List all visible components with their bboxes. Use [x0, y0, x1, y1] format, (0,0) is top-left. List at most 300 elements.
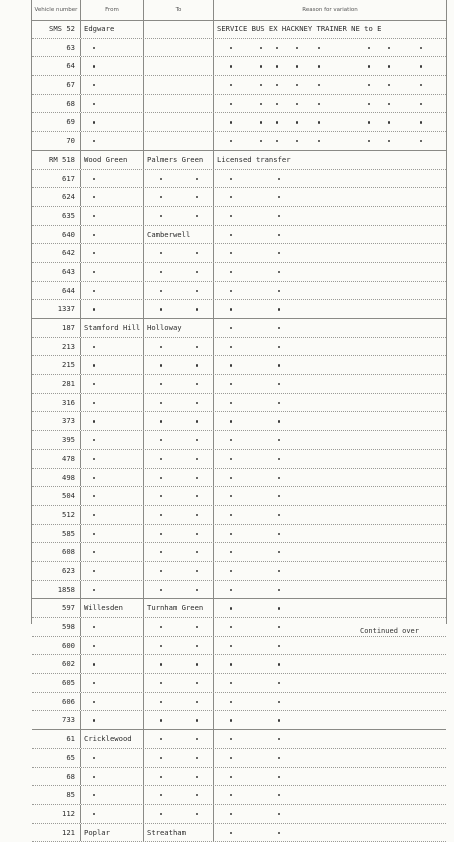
from-cell: [81, 282, 144, 300]
reason-cell: [214, 95, 446, 113]
to-cell: [144, 132, 214, 150]
ditto-marks: [144, 655, 213, 673]
ditto-mark: [230, 682, 232, 684]
ditto-mark: [230, 420, 232, 422]
reason-cell: [214, 188, 446, 206]
ditto-mark: [278, 271, 280, 273]
ditto-mark: [160, 290, 162, 292]
reason-cell: [214, 282, 446, 300]
ditto-mark: [296, 65, 298, 67]
ditto-mark: [368, 140, 370, 142]
from-cell: [81, 487, 144, 505]
ditto-mark: [93, 626, 95, 628]
ditto-mark: [93, 589, 95, 591]
to-cell: [144, 749, 214, 767]
ditto-marks: [81, 469, 143, 487]
ditto-mark: [296, 103, 298, 105]
ditto-mark: [160, 420, 162, 422]
ditto-mark: [278, 832, 280, 834]
from-cell: [81, 786, 144, 804]
ditto-marks: [144, 730, 213, 748]
vehicle-number-cell: 644: [32, 282, 81, 300]
ditto-mark: [278, 514, 280, 516]
ditto-marks: [214, 730, 446, 748]
ditto-marks: [144, 338, 213, 356]
vehicle-number-cell: 512: [32, 506, 81, 524]
ditto-mark: [230, 645, 232, 647]
ditto-mark: [196, 458, 198, 460]
vehicle-number-cell: 598: [32, 618, 81, 636]
to-cell: [144, 581, 214, 599]
ditto-marks: [144, 188, 213, 206]
table-row: [32, 39, 446, 58]
ditto-mark: [93, 682, 95, 684]
ditto-mark: [160, 757, 162, 759]
ditto-mark: [230, 589, 232, 591]
to-cell: [144, 356, 214, 374]
ditto-mark: [93, 402, 95, 404]
ditto-mark: [318, 84, 320, 86]
ditto-mark: [196, 663, 198, 665]
ditto-marks: [81, 693, 143, 711]
ditto-mark: [278, 533, 280, 535]
from-cell: [81, 57, 144, 75]
continued-note: Continued over: [359, 627, 419, 635]
reason-cell: SERVICE BUS EX HACKNEY TRAINER NE to E: [217, 24, 382, 33]
ditto-marks: [81, 543, 143, 561]
table-row: [32, 76, 446, 95]
from-cell: [81, 506, 144, 524]
ditto-mark: [93, 776, 95, 778]
ditto-mark: [420, 47, 422, 49]
ditto-mark: [196, 757, 198, 759]
to-cell: [144, 394, 214, 412]
reason-cell: [214, 170, 446, 188]
ditto-marks: [214, 319, 446, 337]
vehicle-number-cell: 68: [32, 768, 81, 786]
ditto-marks: [214, 226, 446, 244]
ditto-mark: [160, 364, 162, 366]
ditto-mark: [160, 663, 162, 665]
ditto-mark: [260, 103, 262, 105]
ditto-marks: [81, 57, 143, 75]
ditto-mark: [93, 439, 95, 441]
ditto-mark: [93, 346, 95, 348]
to-cell: Turnham Green: [144, 599, 214, 617]
vehicle-number-cell: 606: [32, 693, 81, 711]
ditto-marks: [214, 805, 446, 823]
ditto-marks: [81, 618, 143, 636]
ditto-mark: [196, 346, 198, 348]
ditto-mark: [278, 383, 280, 385]
vehicle-number-cell: 624: [32, 188, 81, 206]
from-cell: [81, 263, 144, 281]
reason-cell: [214, 637, 446, 655]
table-row: [32, 450, 446, 469]
ditto-mark: [93, 121, 95, 123]
ditto-marks: [81, 506, 143, 524]
to-cell: [144, 244, 214, 262]
vehicle-number-cell: 67: [32, 76, 81, 94]
table-row: [32, 57, 446, 76]
from-cell: [81, 450, 144, 468]
ditto-mark: [160, 589, 162, 591]
table-row: [32, 226, 446, 245]
from-cell: [81, 95, 144, 113]
ditto-marks: [81, 170, 143, 188]
ditto-marks: [214, 824, 446, 842]
ditto-mark: [388, 121, 390, 123]
ditto-mark: [388, 103, 390, 105]
ditto-marks: [214, 356, 446, 374]
ditto-marks: [81, 39, 143, 57]
to-cell: [144, 263, 214, 281]
reason-cell: [214, 226, 446, 244]
ditto-mark: [160, 701, 162, 703]
ditto-mark: [93, 308, 95, 310]
ditto-mark: [160, 477, 162, 479]
from-cell: [81, 469, 144, 487]
reason-cell: [214, 543, 446, 561]
from-cell: [81, 207, 144, 225]
from-cell: [81, 132, 144, 150]
vehicle-number-cell: 635: [32, 207, 81, 225]
ditto-mark: [278, 719, 280, 721]
from-cell: [81, 655, 144, 673]
table-row: [32, 338, 446, 357]
vehicle-number-cell: 316: [32, 394, 81, 412]
ditto-marks: [144, 749, 213, 767]
from-cell: [81, 805, 144, 823]
ditto-mark: [368, 47, 370, 49]
vehicle-number-cell: 602: [32, 655, 81, 673]
ditto-mark: [278, 402, 280, 404]
ditto-marks: [81, 749, 143, 767]
ditto-mark: [230, 551, 232, 553]
ditto-mark: [276, 121, 278, 123]
ditto-mark: [278, 794, 280, 796]
to-cell: [144, 113, 214, 131]
ditto-marks: [144, 170, 213, 188]
ditto-mark: [160, 495, 162, 497]
table-row: [32, 319, 446, 338]
ditto-marks: [81, 132, 143, 150]
table-row: [32, 356, 446, 375]
ditto-mark: [230, 738, 232, 740]
vehicle-number-cell: 605: [32, 674, 81, 692]
ditto-mark: [296, 140, 298, 142]
vehicle-number-cell: 69: [32, 113, 81, 131]
ditto-mark: [160, 776, 162, 778]
ditto-marks: [144, 450, 213, 468]
ditto-mark: [93, 234, 95, 236]
table-row: [32, 506, 446, 525]
ditto-mark: [160, 402, 162, 404]
ditto-mark: [160, 794, 162, 796]
ditto-marks: [144, 674, 213, 692]
ditto-marks: [214, 525, 446, 543]
vehicle-number-cell: 498: [32, 469, 81, 487]
ditto-marks: [81, 394, 143, 412]
ditto-mark: [93, 215, 95, 217]
reason-cell: [214, 244, 446, 262]
ditto-marks: [144, 431, 213, 449]
vehicle-number-cell: 61: [32, 730, 81, 748]
to-cell: Holloway: [144, 319, 214, 337]
header-to: To: [144, 0, 214, 20]
ditto-mark: [160, 215, 162, 217]
table-row: [32, 786, 446, 805]
ditto-marks: [144, 375, 213, 393]
reason-cell: [214, 57, 446, 75]
ditto-mark: [388, 47, 390, 49]
ditto-mark: [278, 477, 280, 479]
ditto-mark: [196, 178, 198, 180]
ditto-mark: [93, 719, 95, 721]
ditto-mark: [230, 252, 232, 254]
ditto-mark: [160, 346, 162, 348]
to-cell: [144, 95, 214, 113]
table-row: [32, 394, 446, 413]
from-cell: [81, 170, 144, 188]
ditto-marks: [81, 768, 143, 786]
ditto-marks: [214, 711, 446, 729]
reason-cell: [214, 412, 446, 430]
ditto-mark: [230, 65, 232, 67]
ditto-mark: [93, 477, 95, 479]
ditto-mark: [278, 234, 280, 236]
ditto-mark: [93, 570, 95, 572]
ditto-mark: [93, 794, 95, 796]
from-cell: [81, 394, 144, 412]
reason-cell: [214, 711, 446, 729]
from-cell: [81, 76, 144, 94]
ditto-marks: [144, 618, 213, 636]
ditto-marks: [144, 693, 213, 711]
ditto-marks: [214, 637, 446, 655]
ditto-mark: [230, 121, 232, 123]
ditto-mark: [160, 551, 162, 553]
ditto-mark: [93, 103, 95, 105]
ditto-mark: [230, 495, 232, 497]
ditto-mark: [278, 607, 280, 609]
ditto-mark: [196, 682, 198, 684]
ditto-marks: [144, 637, 213, 655]
table-header: [32, 0, 446, 21]
ditto-mark: [230, 794, 232, 796]
ditto-marks: [144, 711, 213, 729]
ditto-mark: [230, 47, 232, 49]
table-row: [32, 375, 446, 394]
ditto-mark: [278, 215, 280, 217]
table-row: [32, 170, 446, 189]
ditto-mark: [278, 327, 280, 329]
ditto-mark: [278, 682, 280, 684]
vehicle-number-cell: 1337: [32, 300, 81, 318]
ditto-marks: [81, 655, 143, 673]
ditto-mark: [160, 252, 162, 254]
reason-cell: [214, 450, 446, 468]
ditto-marks: [214, 786, 446, 804]
ditto-mark: [230, 215, 232, 217]
to-cell: [144, 412, 214, 430]
to-cell: [144, 170, 214, 188]
ditto-mark: [230, 533, 232, 535]
vehicle-number-cell: RM 518: [32, 151, 81, 169]
ditto-mark: [278, 701, 280, 703]
from-cell: [81, 356, 144, 374]
ditto-mark: [278, 458, 280, 460]
table-row: [32, 207, 446, 226]
ditto-mark: [296, 47, 298, 49]
ditto-mark: [196, 290, 198, 292]
vehicle-number-cell: 187: [32, 319, 81, 337]
ditto-mark: [278, 626, 280, 628]
ditto-marks: [214, 599, 446, 617]
to-cell: [144, 506, 214, 524]
reason-cell: [214, 338, 446, 356]
ditto-mark: [160, 514, 162, 516]
to-cell: [144, 805, 214, 823]
ditto-marks: [144, 506, 213, 524]
ditto-marks: [144, 786, 213, 804]
ditto-marks: [214, 487, 446, 505]
ditto-mark: [160, 813, 162, 815]
to-cell: [144, 562, 214, 580]
ditto-mark: [196, 794, 198, 796]
ditto-marks: [144, 394, 213, 412]
from-cell: [81, 637, 144, 655]
ditto-mark: [196, 383, 198, 385]
ditto-mark: [230, 308, 232, 310]
ditto-mark: [230, 290, 232, 292]
ditto-marks: [214, 170, 446, 188]
ditto-mark: [196, 551, 198, 553]
ditto-mark: [230, 364, 232, 366]
table-row: [32, 151, 446, 170]
from-cell: [81, 113, 144, 131]
ditto-mark: [230, 514, 232, 516]
ditto-mark: [196, 813, 198, 815]
from-cell: [81, 581, 144, 599]
ditto-marks: [81, 207, 143, 225]
from-cell: [81, 543, 144, 561]
ditto-mark: [93, 757, 95, 759]
from-cell: [81, 300, 144, 318]
ditto-marks: [81, 76, 143, 94]
ditto-mark: [278, 178, 280, 180]
ditto-mark: [93, 533, 95, 535]
table-row: [32, 113, 446, 132]
ditto-mark: [230, 383, 232, 385]
ditto-mark: [93, 551, 95, 553]
ditto-mark: [230, 757, 232, 759]
vehicle-number-cell: 373: [32, 412, 81, 430]
table-row: [32, 562, 446, 581]
table-row: [32, 20, 446, 39]
ditto-marks: [214, 431, 446, 449]
ditto-marks: [144, 263, 213, 281]
ditto-mark: [196, 402, 198, 404]
ditto-mark: [196, 252, 198, 254]
ditto-marks: [214, 506, 446, 524]
ditto-mark: [196, 701, 198, 703]
reason-cell: [214, 768, 446, 786]
from-cell: Poplar: [81, 824, 144, 842]
from-cell: [81, 375, 144, 393]
ditto-mark: [388, 84, 390, 86]
from-cell: Edgware: [81, 20, 144, 38]
ditto-mark: [196, 776, 198, 778]
vehicle-number-cell: 617: [32, 170, 81, 188]
reason-cell: [214, 356, 446, 374]
ditto-mark: [388, 65, 390, 67]
reason-cell: [214, 581, 446, 599]
ditto-mark: [93, 663, 95, 665]
table-row: [32, 599, 446, 618]
to-cell: [144, 76, 214, 94]
ditto-marks: [81, 786, 143, 804]
ditto-mark: [230, 346, 232, 348]
table-row: [32, 525, 446, 544]
ditto-marks: [81, 282, 143, 300]
from-cell: [81, 39, 144, 57]
ditto-mark: [196, 477, 198, 479]
ditto-mark: [196, 439, 198, 441]
ditto-mark: [278, 290, 280, 292]
ditto-marks: [144, 244, 213, 262]
ditto-marks: [81, 356, 143, 374]
table-row: [32, 431, 446, 450]
ditto-marks: [214, 132, 446, 150]
from-cell: [81, 244, 144, 262]
ditto-mark: [230, 477, 232, 479]
table-row: [32, 768, 446, 787]
ditto-mark: [196, 645, 198, 647]
ditto-mark: [230, 327, 232, 329]
from-cell: [81, 338, 144, 356]
ditto-marks: [214, 95, 446, 113]
ditto-mark: [368, 103, 370, 105]
ditto-mark: [230, 103, 232, 105]
to-cell: [144, 768, 214, 786]
table-row: [32, 581, 446, 600]
to-cell: [144, 20, 214, 38]
ditto-mark: [260, 84, 262, 86]
ditto-mark: [93, 495, 95, 497]
table-row: [32, 711, 446, 730]
ditto-mark: [93, 84, 95, 86]
ditto-mark: [260, 121, 262, 123]
to-cell: Camberwell: [144, 226, 214, 244]
ditto-marks: [214, 338, 446, 356]
from-cell: Willesden: [81, 599, 144, 617]
ditto-mark: [276, 103, 278, 105]
ditto-marks: [81, 525, 143, 543]
vehicle-number-cell: SMS 52: [32, 20, 81, 38]
ditto-mark: [278, 663, 280, 665]
from-cell: [81, 674, 144, 692]
reason-cell: [214, 749, 446, 767]
ditto-marks: [81, 188, 143, 206]
ditto-mark: [160, 178, 162, 180]
ditto-marks: [144, 487, 213, 505]
ditto-marks: [144, 543, 213, 561]
ditto-marks: [81, 226, 143, 244]
ditto-mark: [196, 420, 198, 422]
ditto-mark: [160, 196, 162, 198]
ditto-mark: [196, 308, 198, 310]
